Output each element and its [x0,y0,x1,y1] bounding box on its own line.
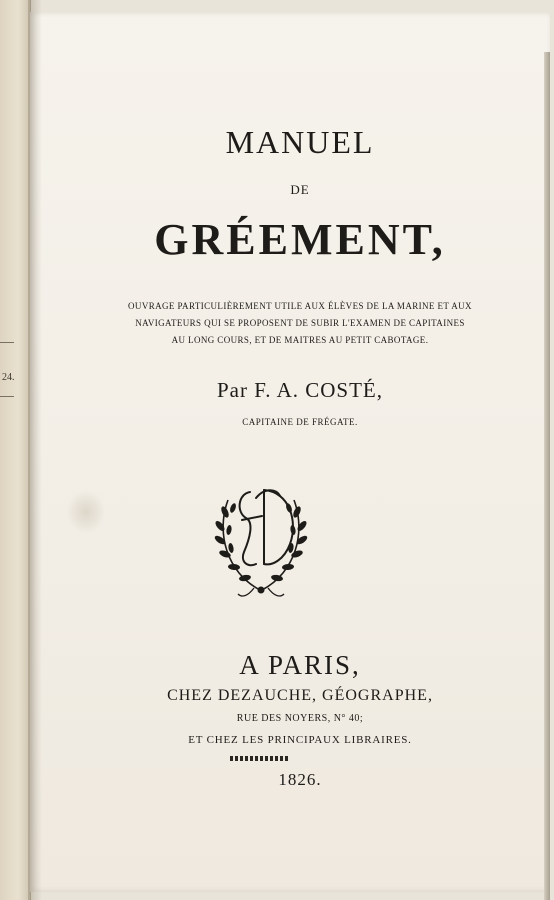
imprint-publisher: CHEZ DEZAUCHE, GÉOGRAPHE, [167,687,433,704]
title-page [30,12,550,892]
subtitle-line-2: NAVIGATEURS QUI SE PROPOSENT DE SUBIR L'EXAMEN DE CAPITAINES [135,318,465,328]
facing-page-rule [0,396,14,397]
author-rank: CAPITAINE DE FRÉGATE. [242,417,358,427]
facing-page-mark: 24. [2,372,15,383]
title-line-2: DE [290,182,310,197]
imprint-place: A PARIS, [239,650,361,680]
binding-gutter [28,0,42,900]
subtitle-line-1: OUVRAGE PARTICULIÈREMENT UTILE AUX ÉLÈVES DE LA MARINE ET AUX [128,301,472,311]
imprint-address: RUE DES NOYERS, N° 40; [236,713,364,724]
imprint-year: 1826. [278,770,322,789]
page-edge-shadow [544,52,550,900]
monogram-wreath-icon [198,472,324,602]
subtitle-line-3: AU LONG COURS, ET DE MAITRES AU PETIT CABOTAGE. [171,335,429,345]
title-line-3: GRÉEMENT, [154,215,446,264]
facing-page-rule [0,342,14,343]
facing-page-edge [0,0,31,900]
author-line: Par F. A. COSTÉ, [216,378,383,402]
imprint-also-sold: ET CHEZ LES PRINCIPAUX LIBRAIRES. [188,734,412,746]
title-line-1: MANUEL [225,124,375,160]
paper-stain [66,490,106,534]
ornament-rule [230,756,290,761]
